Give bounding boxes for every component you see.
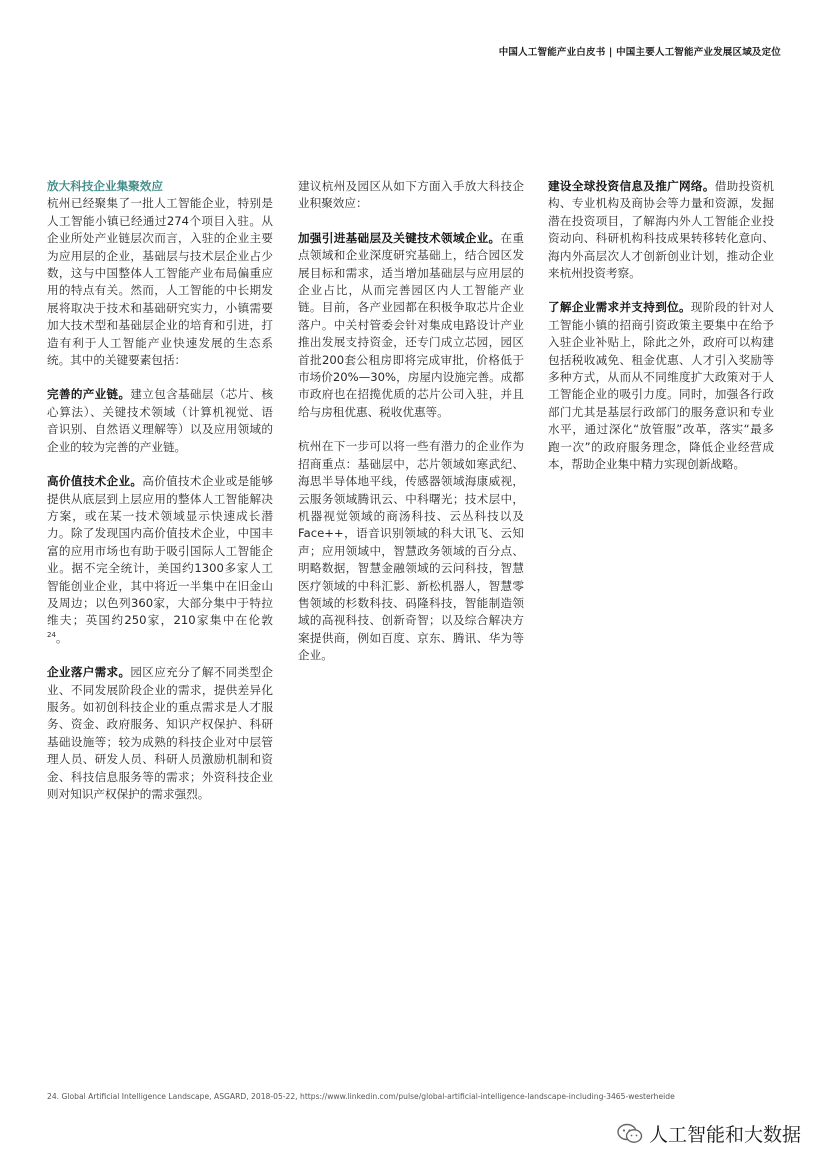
lead-enterprise-demand: 企业落户需求。: [47, 665, 131, 680]
column-2: [298, 178, 524, 682]
paragraph-enterprise-demand: [47, 664, 273, 803]
body-enterprise-support: 现阶段的针对人工智能小镇的招商引资政策主要集中在给予入驻企业补贴上，除此之外，政府可以构建包括税收减免、租金优惠、人才引入奖励等多种方式，从而从不同维度扩大政策对于人工智能企业的吸引力度。同时，加强各行政部门尤其是基层行政部门的服务意识和专业水平，通过深化“放管服”改革，落实“最多跑一次”的政府服务理念，降低企业经营成本，帮助企业集中精力实现创新战略。: [548, 300, 774, 472]
body-industry-chain: 建立包含基础层（芯片、核心算法）、关键技术领域（计算机视觉、语音识别、自然语义理解等）以及应用领域的企业的较为完善的产业链。: [47, 387, 273, 454]
paragraph-high-value-tech: [47, 473, 273, 647]
running-header: 中国人工智能产业白皮书 | 中国主要人工智能产业发展区域及定位: [498, 47, 781, 58]
lead-enterprise-support: 了解企业需求并支持到位。: [548, 300, 691, 315]
paragraph-industry-chain: [47, 386, 273, 456]
paragraph-enterprise-support: [548, 299, 774, 473]
lead-industry-chain: 完善的产业链。: [47, 387, 131, 402]
watermark-text: 人工智能和大数据: [648, 1124, 801, 1146]
section-1: [47, 178, 273, 369]
paragraph-infrastructure: [298, 230, 524, 421]
body-investment-network: 借助投资机构、专业机构及商协会等力量和资源，发掘潜在投资项目，了解海内外人工智能企业投资动向、科研机构科技成果转移转化意向、海内外高层次人才创新创业计划，推动企业来杭州投资考察。: [548, 179, 774, 281]
paragraph-investment-network: [548, 178, 774, 282]
lead-infrastructure: 加强引进基础层及关键技术领域企业。: [298, 230, 501, 245]
column-3: [548, 178, 774, 491]
body-infrastructure: 在重点领域和企业深度研究基础上，结合园区发展目标和需求，适当增加基础层与应用层的企业占比，从而完善园区内人工智能产业链。目前，各产业园都在积极争取芯片企业落户。中关村管委会针对集成电路设计产业推出发展支持资金，还专门成立芯园，园区首批200套公租房即将完成审批，价格低于市场价20%—30%，房屋内设施完善。成都市政府也在招揽优质的芯片公司入驻，并且给与房租优惠、税收优惠等。: [298, 230, 524, 419]
paragraph-targets: 杭州在下一步可以将一些有潜力的企业作为招商重点：基础层中，芯片领域如寒武纪、海思半导体地平线，传感器领域海康威视，云服务领域腾讯云、中科曙光；技术层中，机器视觉领域的商汤科技、云丛科技以及Face++，语音识别领域的科大讯飞、云知声；应用领域中，智慧政务领域的百分点、明略数据，智慧金融领域的云问科技，智慧医疗领域的中科汇影、新松机器人，智慧零售领域的杉数科技、码隆科技，智能制造领域的高视科技、创新奇智；以及综合解决方案提供商，例如百度、京东、腾讯、华为等企业。: [298, 439, 524, 663]
section-title: 放大科技企业集聚效应: [47, 179, 163, 193]
body-high-value-tech: 高价值技术企业或是能够提供从底层到上层应用的整体人工智能解决方案，或在某一技术领域显示快速成长潜力。除了发现国内高价值技术企业，中国丰富的应用市场也有助于吸引国际人工智能企业。据不完全统计，美国约1300多家人工智能创业企业，其中将近一半集中在旧金山及周边；以色列360家，大部分集中于特拉维夫；英国约250家，210家集中在伦敦: [47, 474, 273, 628]
paragraph-col2-intro: 建议杭州及园区从如下方面入手放大科技企业积聚效应：: [298, 179, 524, 211]
footnote-ref: 24: [47, 630, 56, 639]
footnote: 24. Global Artificial Intelligence Landscape, ASGARD, 2018-05-22, https://www.linkedin.com/pulse/global-artificial-intelligence-landscape-including-3465-westerheide: [47, 1092, 675, 1101]
lead-investment-network: 建设全球投资信息及推广网络。: [548, 179, 715, 193]
lead-high-value-tech: 高价值技术企业。: [47, 474, 143, 489]
body-enterprise-demand: 园区应充分了解不同类型企业、不同发展阶段企业的需求，提供差异化服务。如初创科技企业的重点需求是人才服务、资金、政府服务、知识产权保护、科研基础设施等；较为成熟的科技企业对中层管理人员、研发人员、科研人员激励机制和资金、科技信息服务等的需求；外资科技企业则对知识产权保护的需求强烈。: [47, 665, 273, 801]
column-1: [47, 178, 273, 820]
watermark: [617, 1120, 801, 1147]
section-intro: 杭州已经聚集了一批人工智能企业，特别是人工智能小镇已经通过274个项目入驻。从企业所处产业链层次而言，入驻的企业主要为应用层的企业，基础层与技术层企业占少数，这与中国整体人工智能产业布局偏重应用的特点有关。然而，人工智能的中长期发展将取决于技术和基础研究实力，小镇需要加大技术型和基础层企业的培育和引进，打造有利于人工智能产业快速发展的生态系统。其中的关键要素包括：: [47, 196, 273, 368]
wechat-icon: [617, 1123, 643, 1145]
body-high-value-tech-end: 。: [55, 630, 68, 645]
